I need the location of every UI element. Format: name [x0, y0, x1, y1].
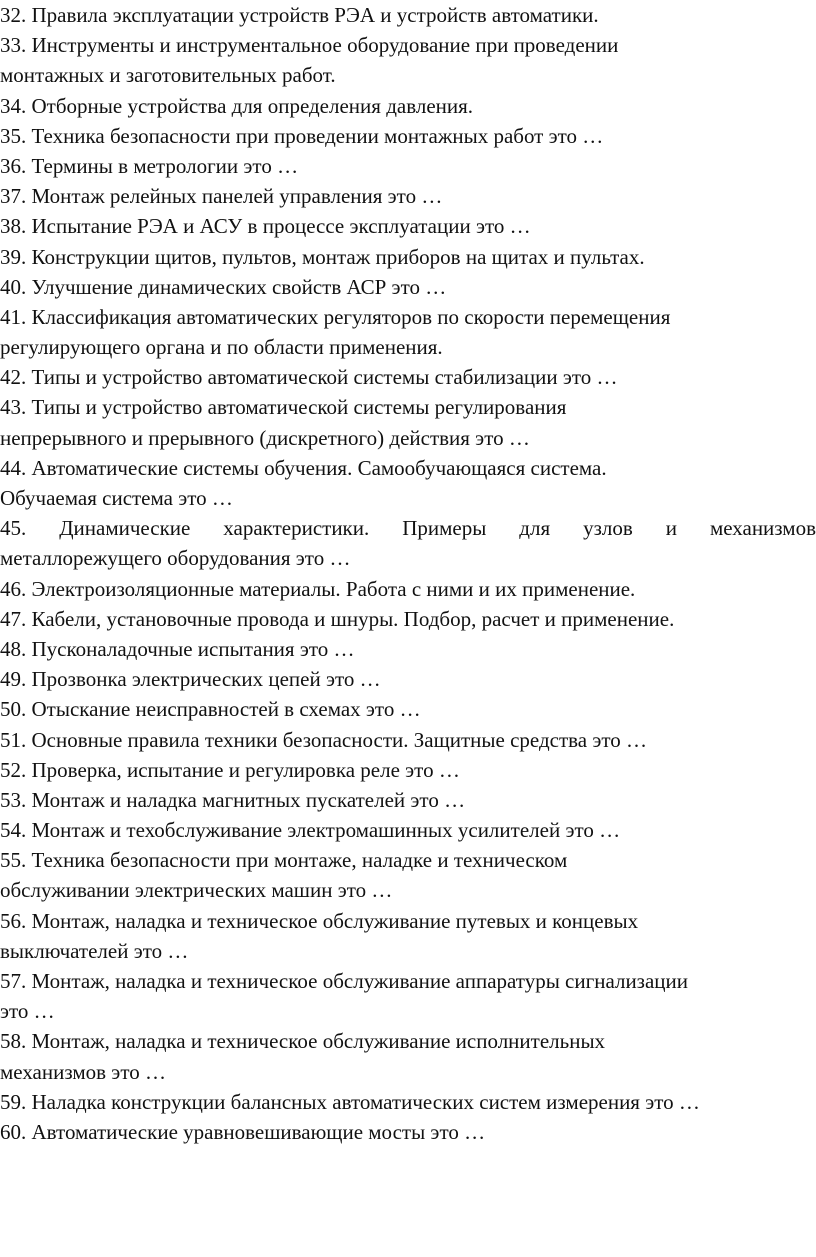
list-item	[0, 966, 816, 1026]
list-item-line: 44. Автоматические системы обучения. Самообучающаяся система.	[0, 455, 607, 480]
list-item-line: 60. Автоматические уравновешивающие мосты это …	[0, 1119, 486, 1144]
word: и	[665, 516, 677, 541]
list-item-line: 59. Наладка конструкции балансных автоматических систем измерения это …	[0, 1089, 700, 1114]
word: механизмов	[709, 516, 816, 541]
list-item-line: 34. Отборные устройства для определения давления.	[0, 93, 474, 118]
list-item	[0, 211, 816, 241]
list-item	[0, 30, 816, 90]
list-item-line: 33. Инструменты и инструментальное оборудование при проведении	[0, 33, 619, 58]
word: для	[519, 516, 551, 541]
list-item	[0, 574, 816, 604]
list-item	[0, 91, 816, 121]
list-item	[0, 664, 816, 694]
word: узлов	[583, 516, 633, 541]
list-item	[0, 694, 816, 724]
list-item	[0, 1087, 816, 1117]
list-item	[0, 815, 816, 845]
list-item	[0, 151, 816, 181]
list-item	[0, 242, 816, 272]
list-item	[0, 181, 816, 211]
list-item-line: 42. Типы и устройство автоматической системы стабилизации это …	[0, 365, 618, 390]
list-item-line: 46. Электроизоляционные материалы. Работа с ними и их применение.	[0, 576, 636, 601]
list-item-line: 47. Кабели, установочные провода и шнуры. Подбор, расчет и применение.	[0, 606, 675, 631]
list-item	[0, 1117, 816, 1147]
list-item-line: монтажных и заготовительных работ.	[0, 63, 336, 88]
list-item-line: 52. Проверка, испытание и регулировка реле это …	[0, 757, 460, 782]
list-item-line: 49. Прозвонка электрических цепей это …	[0, 667, 381, 692]
list-item-line: 55. Техника безопасности при монтаже, наладке и техническом	[0, 848, 568, 873]
list-item-line: механизмов это …	[0, 1059, 166, 1084]
list-item-line: 38. Испытание РЭА и АСУ в процессе эксплуатации это …	[0, 214, 531, 239]
list-item-line: 50. Отыскание неисправностей в схемах это …	[0, 697, 421, 722]
list-item-line: металлорежущего оборудования это …	[0, 546, 351, 571]
list-item	[0, 845, 816, 905]
list-item-line: 43. Типы и устройство автоматической системы регулирования	[0, 395, 567, 420]
word: характеристики.	[223, 516, 370, 541]
list-item	[0, 604, 816, 634]
list-item-line: это …	[0, 999, 55, 1024]
list-item-line: 35. Техника безопасности при проведении монтажных работ это …	[0, 123, 604, 148]
list-item-line: 40. Улучшение динамических свойств АСР это …	[0, 274, 447, 299]
list-item	[0, 453, 816, 513]
word: Динамические	[59, 516, 191, 541]
list-item-line: 36. Термины в метрологии это …	[0, 153, 299, 178]
list-item-line: 56. Монтаж, наладка и техническое обслуживание путевых и концевых	[0, 908, 639, 933]
list-item	[0, 121, 816, 151]
list-item-line: 54. Монтаж и техобслуживание электромашинных усилителей это …	[0, 818, 621, 843]
list-item-line: 37. Монтаж релейных панелей управления это …	[0, 184, 443, 209]
list-item	[0, 272, 816, 302]
list-item	[0, 302, 816, 362]
list-item	[0, 785, 816, 815]
list-item-line: 32. Правила эксплуатации устройств РЭА и устройств автоматики.	[0, 3, 599, 27]
list-item-line: 39. Конструкции щитов, пультов, монтаж приборов на щитах и пультах.	[0, 244, 645, 269]
list-item-line: обслуживании электрических машин это …	[0, 878, 393, 903]
list-item	[0, 725, 816, 755]
list-item-line: регулирующего органа и по области применения.	[0, 335, 443, 360]
list-item	[0, 755, 816, 785]
list-item	[0, 362, 816, 392]
list-item	[0, 634, 816, 664]
list-item-line: 51. Основные правила техники безопасности. Защитные средства это …	[0, 727, 648, 752]
list-item	[0, 1026, 816, 1086]
list-item	[0, 392, 816, 452]
list-item-line: выключателей это …	[0, 938, 189, 963]
list-item-line	[0, 513, 816, 543]
list-item-line: Обучаемая система это …	[0, 486, 233, 510]
list-item	[0, 0, 816, 30]
list-item-line: 48. Пусконаладочные испытания это …	[0, 636, 355, 661]
word: Примеры	[402, 516, 487, 541]
list-item	[0, 906, 816, 966]
list-item-line: 53. Монтаж и наладка магнитных пускателей это …	[0, 787, 466, 812]
word: 45.	[0, 516, 27, 541]
list-item-line: 41. Классификация автоматических регуляторов по скорости перемещения	[0, 304, 671, 329]
list-item	[0, 513, 816, 573]
list-item-line: непрерывного и прерывного (дискретного) действия это …	[0, 425, 530, 450]
list-item-line: 57. Монтаж, наладка и техническое обслуживание аппаратуры сигнализации	[0, 969, 689, 993]
list-item-line: 58. Монтаж, наладка и техническое обслуживание исполнительных	[0, 1029, 606, 1054]
